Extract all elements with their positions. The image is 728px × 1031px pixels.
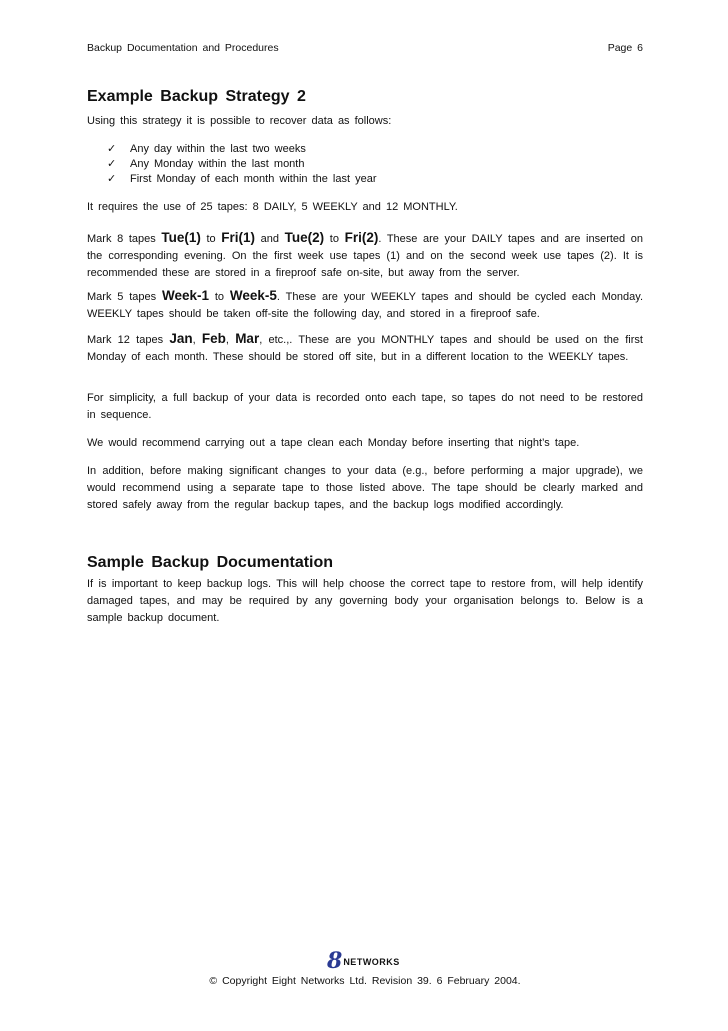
significant-changes-paragraph: In addition, before making significant changes to your data (e.g., before performing a major upgrade), we would recommend using a separate tape to those listed above. The tape should be clearly marked and stored safely away from the regular backup tapes, and the backup logs modified accordingly. [87, 465, 643, 511]
tape-label: Jan [169, 331, 193, 346]
monthly-tapes-paragraph [87, 330, 643, 366]
daily-tapes-paragraph [87, 229, 643, 282]
tape-label: Tue(2) [284, 230, 325, 245]
list-item-text: Any Monday within the last month [130, 158, 305, 170]
check-mark-icon: ✓ [107, 158, 117, 170]
logo-wordmark: NETWORKS [343, 957, 400, 967]
list-item [107, 157, 377, 172]
copyright-footer: © Copyright Eight Networks Ltd. Revision 39. 6 February 2004. [209, 975, 521, 987]
document-page [87, 0, 643, 1031]
recovery-checklist [107, 142, 377, 187]
daily-text: Mark 8 tapes [87, 233, 162, 245]
section-title-documentation: Sample Backup Documentation [87, 554, 334, 571]
check-mark-icon: ✓ [107, 173, 117, 185]
monthly-text: , [192, 334, 202, 346]
monthly-text: , [225, 334, 236, 346]
strategy-intro: Using this strategy it is possible to recover data as follows: [87, 115, 392, 127]
logo-numeral: 8 [327, 948, 343, 974]
simplicity-paragraph: For simplicity, a full backup of your data is recorded onto each tape, so tapes do not need to be restored in sequence. [87, 392, 643, 421]
tape-label: Tue(1) [161, 230, 201, 245]
weekly-text: to [209, 291, 230, 303]
weekly-text: Mark 5 tapes [87, 291, 162, 303]
tape-label: Fri(2) [344, 230, 379, 245]
check-mark-icon: ✓ [107, 143, 117, 155]
daily-text: to [324, 233, 345, 245]
daily-text: and [255, 233, 285, 245]
section-title-strategy: Example Backup Strategy 2 [87, 88, 306, 105]
tape-label: Feb [201, 331, 226, 346]
tape-label: Mar [235, 331, 260, 346]
list-item [107, 142, 377, 157]
monthly-text: Mark 12 tapes [87, 334, 170, 346]
weekly-tapes-paragraph [87, 287, 643, 323]
tape-label: Week-1 [161, 288, 210, 303]
documentation-paragraph: If is important to keep backup logs. This will help choose the correct tape to restore from, will help identify damaged tapes, and may be required by any governing body your organisation belongs to. Below is a sample backup document. [87, 578, 643, 624]
list-item [107, 172, 377, 187]
monthly-text: , etc.,. These are you MONTHLY tapes and should be used on the first Monday of each month. These should be stored off site, but in a different location to the WEEKLY tapes. [87, 334, 643, 363]
header-title: Backup Documentation and Procedures [87, 42, 279, 54]
tapes-required-paragraph: It requires the use of 25 tapes: 8 DAILY, 5 WEEKLY and 12 MONTHLY. [87, 201, 458, 213]
page-header [87, 42, 643, 54]
page-number: Page 6 [607, 42, 643, 54]
eight-networks-logo [327, 950, 407, 972]
daily-text: to [200, 233, 222, 245]
tape-label: Week-5 [229, 288, 277, 303]
list-item-text: First Monday of each month within the last year [130, 173, 377, 185]
daily-text: . These are your DAILY tapes and are inserted on the corresponding evening. On the first week use tapes (1) and on the second week use tapes (2). It is recommended these are stored in a fireproof safe on-site, but away from the server. [87, 233, 644, 279]
list-item-text: Any day within the last two weeks [130, 143, 306, 155]
weekly-text: . These are your WEEKLY tapes and should be cycled each Monday. WEEKLY tapes should be taken off-site the following day, and stored in a fireproof safe. [87, 291, 643, 320]
tape-label: Fri(1) [221, 230, 256, 245]
tape-clean-paragraph: We would recommend carrying out a tape clean each Monday before inserting that night’s tape. [87, 437, 580, 449]
